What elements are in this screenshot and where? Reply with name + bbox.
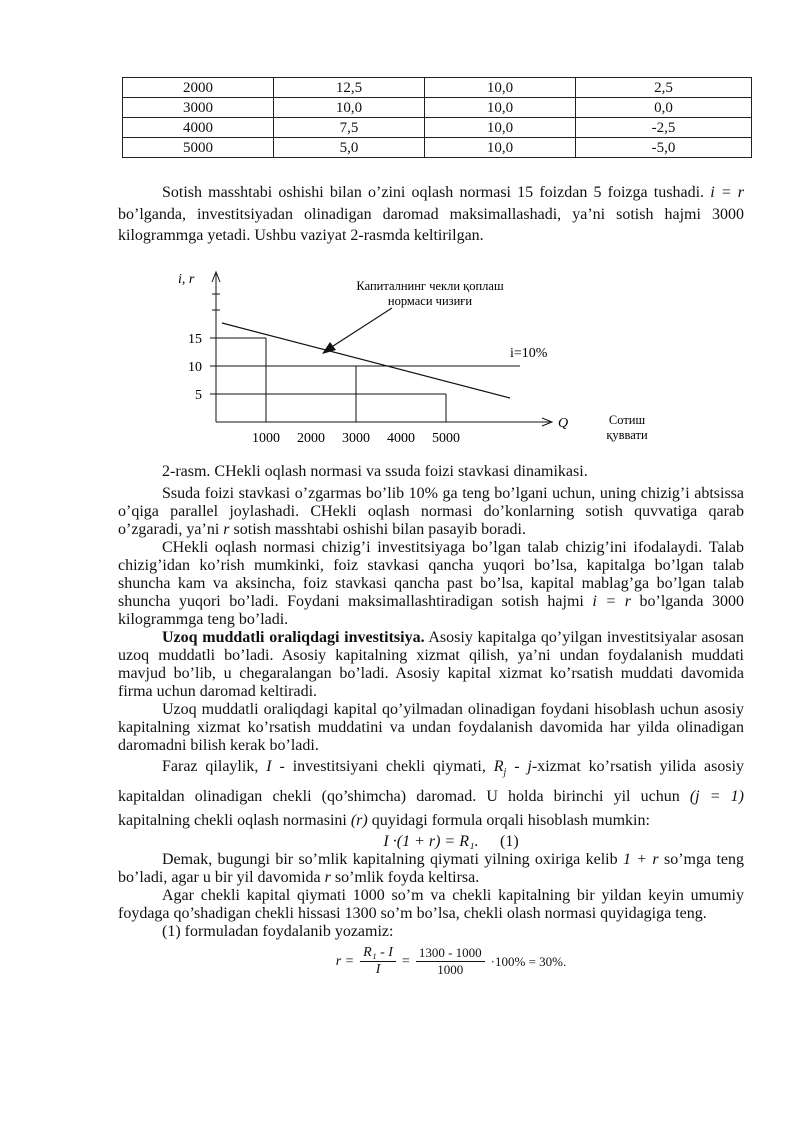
math-inline: r xyxy=(324,869,331,887)
paragraph-text: so’mga teng bo’ladi, agar u bir yil davomida xyxy=(118,851,744,887)
paragraph-text: CHekli oqlash normasi chizig’i investitsiyaga bo’lgan talab chizig’ini ifodalaydi. Talab chizig’idan ko’rish mumkinki, foiz stavkasi qancha yuqori bo’lsa, kapitalga bo’lgan talab shuncha kam va aksincha, foiz stavkasi qancha past bo’lsa, kapital mablag’ga bo’lgan talab shuncha yuqori bo’ladi. Foydani maksimallashtiradigan sotish hajmi xyxy=(118,539,744,610)
x-axis-label: Q xyxy=(558,416,569,431)
table-cell: 10,0 xyxy=(274,98,425,118)
section-heading: Uzoq muddatli oraliqdagi investitsiya. xyxy=(162,629,425,646)
formula-2 xyxy=(118,945,744,978)
fraction-denominator: I xyxy=(375,962,381,978)
math-inline: (r) xyxy=(350,812,368,830)
line-chart xyxy=(160,266,660,456)
x-tick-label: 4000 xyxy=(387,431,415,446)
math-subscript: j xyxy=(503,767,507,779)
table-cell: 12,5 xyxy=(274,78,425,98)
table-row xyxy=(123,78,752,98)
data-table xyxy=(122,77,752,158)
y-tick-label: 15 xyxy=(188,332,202,347)
table-cell: 5,0 xyxy=(274,138,425,158)
x-caption-line-2: қуввати xyxy=(606,428,648,442)
math-inline xyxy=(493,758,532,779)
paragraph-text: quyidagi formula orqali hisoblash mumkin: xyxy=(367,812,650,830)
table-row xyxy=(123,98,752,118)
table-cell: 3000 xyxy=(123,98,274,118)
annotation-line-1: Капиталнинг чекли қоплаш xyxy=(356,279,504,293)
fraction-numerator: 1300 - 1000 xyxy=(416,945,485,962)
paragraph-text: Asosiy kapitalga qo’yilgan investitsiyalar asosan uzoq muddatli bo’ladi. Asosiy kapitalning xizmat qilish, ya’ni undan foydalanish muddati mavjud bo’lib, u chegaralangan bo’ladi. Asosiy kapital xizmat ko’rsatish muddati davomida firma uchun daromad keltiradi. xyxy=(118,629,744,700)
fraction-denominator: 1000 xyxy=(437,962,464,978)
table-row xyxy=(123,118,752,138)
x-tick-label: 5000 xyxy=(432,431,460,446)
table-cell: 10,0 xyxy=(425,138,576,158)
fraction-2 xyxy=(416,945,485,978)
paragraph-text: kapitalning chekli oqlash normasini xyxy=(118,812,351,830)
formula-lhs: r = xyxy=(335,953,355,969)
math-inline: 1 + r xyxy=(622,851,659,869)
table-cell: 4000 xyxy=(123,118,274,138)
fraction-numerator: R₁ - I xyxy=(360,945,396,962)
table-cell: 10,0 xyxy=(425,118,576,138)
table-cell: 7,5 xyxy=(274,118,425,138)
formula-tail: ·100% = 30%. xyxy=(490,953,567,969)
formula-equals: = xyxy=(401,953,410,969)
paragraph-text: Ssuda foizi stavkasi o’zgarmas bo’lib 10% ga teng bo’lgani uchun, uning chizig’i abtsissa o’qiga parallel joylashadi. CHekli oqlash normasi do’konlarning sotish quvvatiga qarab o’zgaradi, ya’ni xyxy=(118,485,744,538)
table-row xyxy=(123,138,752,158)
table-cell: 5000 xyxy=(123,138,274,158)
paragraph-text: Uzoq muddatli oraliqdagi kapital qo’yilmadan olinadigan foydani hisoblash uchun asosiy kapitalning xizmat ko’rsatish muddatini va undan foydalanish davomida har yilda olinadigan daromadni bilish kerak bo’ladi. xyxy=(118,701,744,754)
table-cell: -2,5 xyxy=(576,118,752,138)
paragraph-text: Demak, bugungi bir so’mlik kapitalning qiymati yilning oxiriga kelib xyxy=(162,851,623,869)
paragraph-text: so’mlik foyda keltirsa. xyxy=(330,869,480,887)
table-cell: 2000 xyxy=(123,78,274,98)
paragraph-text: bo’lganda 3000 kilogrammga teng bo’ladi. xyxy=(118,593,745,628)
paragraph-text: - investitsiyani chekli qiymati, xyxy=(271,758,494,775)
figure-caption: 2-rasm. CHekli oqlash normasi va ssuda foizi stavkasi dinamikasi. xyxy=(162,463,588,480)
hline-label: i=10% xyxy=(510,346,548,361)
math-inline: I xyxy=(266,758,272,775)
math-inline: i = r xyxy=(710,184,745,201)
figure-caption-block xyxy=(118,463,744,481)
annotation-arrow xyxy=(330,308,392,348)
y-axis-label: i, r xyxy=(178,272,195,287)
paragraph-1 xyxy=(118,182,744,247)
table-cell: -5,0 xyxy=(576,138,752,158)
x-tick-label: 2000 xyxy=(297,431,325,446)
paragraph-text: bo’lganda, investitsiyadan olinadigan daromad maksimallashadi, ya’ni sotish hajmi 3000 kilogrammga yetadi. Ushbu vaziyat 2-rasmda keltirilgan. xyxy=(118,205,744,245)
table-cell: 10,0 xyxy=(425,78,576,98)
paragraph-text: sotish masshtabi oshishi bilan pasayib boradi. xyxy=(229,521,526,538)
paragraph-text: Sotish masshtabi oshishi bilan o’zini oqlash normasi 15 foizdan 5 foizga tushadi. xyxy=(162,184,705,201)
x-tick-label: 1000 xyxy=(252,431,280,446)
paragraph-text: Agar chekli kapital qiymati 1000 so’m va chekli kapitalning bir yildan keyin umumiy foydaga qo’shadigan chekli hissasi 1300 so’m bo’lsa, chekli olash normasi quyidagiga teng. xyxy=(118,887,744,923)
math-inline: i = r xyxy=(592,593,631,610)
series-line-r xyxy=(222,323,510,398)
table-cell: 10,0 xyxy=(425,98,576,118)
math-symbol: R xyxy=(493,758,504,775)
table-cell: 0,0 xyxy=(576,98,752,118)
formula-1: I ·(1 + r) = R₁. xyxy=(383,833,479,851)
math-inline: r xyxy=(223,521,230,538)
paragraph-text: -xizmat ko’rsatish yilida asosiy kapitaldan olinadigan chekli (qo’shimcha) daromad. U holda birinchi yil uchun xyxy=(118,758,745,806)
y-tick-label: 10 xyxy=(188,360,202,375)
x-tick-label: 3000 xyxy=(342,431,370,446)
math-inline: (j = 1) xyxy=(689,788,745,806)
fraction-1 xyxy=(360,945,396,978)
y-tick-label: 5 xyxy=(195,388,202,403)
paragraph-text: (1) formuladan foydalanib yozamiz: xyxy=(162,923,394,941)
formula-number: (1) xyxy=(500,833,519,851)
annotation-line-2: нормаси чизиғи xyxy=(387,294,473,308)
paragraph-text: Faraz qilaylik, xyxy=(162,758,267,775)
table-cell: 2,5 xyxy=(576,78,752,98)
x-caption-line-1: Сотиш xyxy=(608,413,646,427)
math-symbol: - j xyxy=(506,758,532,775)
paragraph-2 xyxy=(118,485,744,978)
